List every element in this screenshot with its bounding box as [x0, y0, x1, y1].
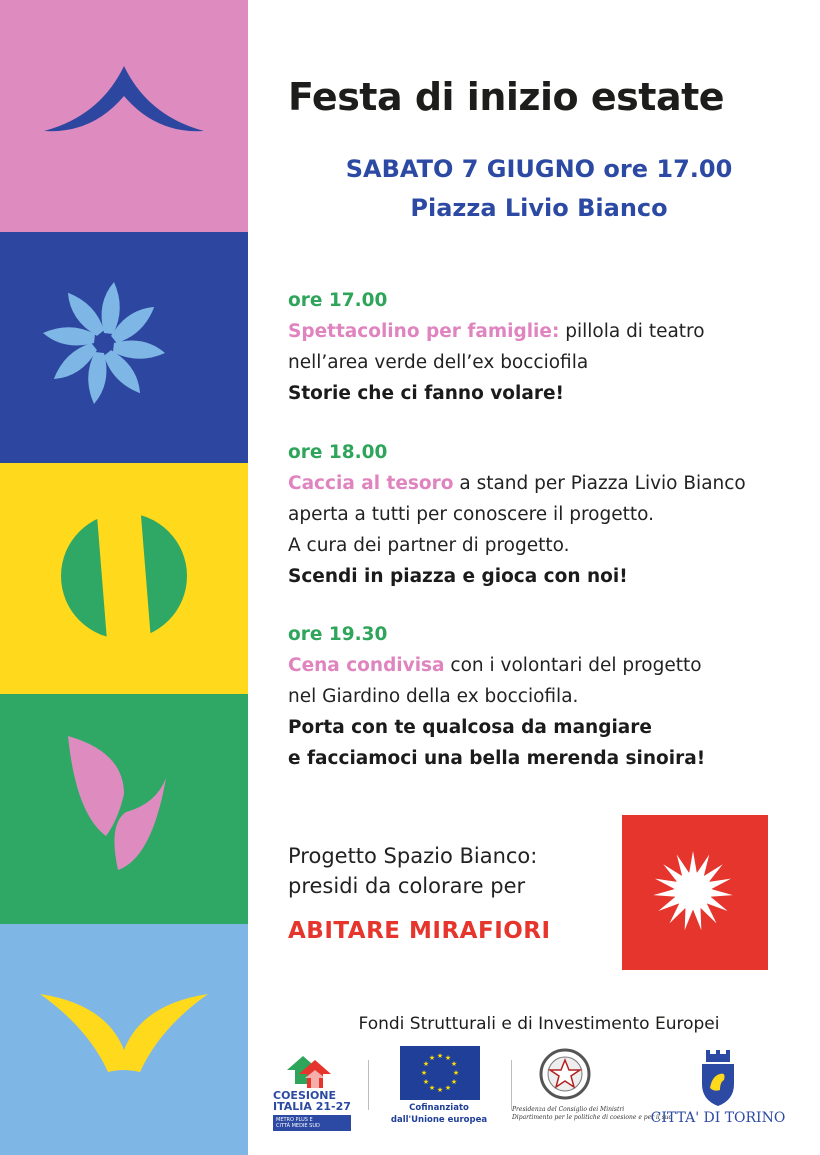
- program-activity: Cena condivisa: [288, 655, 445, 676]
- coesione-title-line: COESIONE: [273, 1089, 337, 1102]
- svg-text:★: ★: [450, 1078, 458, 1086]
- leaf-sprout-icon: [0, 694, 248, 926]
- svg-text:★: ★: [436, 1086, 444, 1094]
- svg-text:★: ★: [452, 1069, 460, 1077]
- project-line: presidi da colorare per: [288, 874, 526, 898]
- eu-caption-line: Cofinanziato: [409, 1103, 469, 1113]
- program-time: ore 19.30: [288, 624, 388, 645]
- svg-text:★: ★: [444, 1084, 452, 1092]
- svg-text:★: ★: [436, 1052, 444, 1060]
- eu-stars-icon: [400, 1046, 480, 1100]
- svg-text:★: ★: [422, 1060, 430, 1068]
- logo-divider: [511, 1060, 512, 1110]
- torino-caption: CITTA' DI TORINO: [650, 1110, 786, 1126]
- svg-text:★: ★: [444, 1054, 452, 1062]
- split-circle-icon: [0, 463, 248, 695]
- coesione-sub-line: METRO PLUS E: [276, 1117, 313, 1123]
- yellow-block: [0, 463, 248, 695]
- project-logo: [622, 815, 768, 970]
- decorative-column: [0, 0, 248, 1155]
- eu-flag: [400, 1046, 480, 1100]
- svg-text:★: ★: [422, 1078, 430, 1086]
- program-line: nell’area verde dell’ex bocciofila: [288, 352, 589, 373]
- program-detail: a stand per Piazza Livio Bianco: [453, 473, 746, 494]
- page-title: Festa di inizio estate: [288, 75, 725, 119]
- coesione-arrow-icon: [273, 1048, 351, 1090]
- eu-caption-line: dall'Unione europea: [390, 1115, 488, 1125]
- program-tagline: e facciamoci una bella merenda sinoira!: [288, 748, 706, 769]
- presidenza-caption-line: Dipartimento per le politiche di coesione e per il sud: [512, 1114, 673, 1121]
- coesione-subtitle: [273, 1115, 351, 1131]
- bird-v-icon: [0, 924, 248, 1155]
- program-activity: Caccia al tesoro: [288, 473, 454, 494]
- blue-block: [0, 232, 248, 464]
- bird-wing-icon: [0, 0, 248, 232]
- program-tagline: Scendi in piazza e gioca con noi!: [288, 566, 628, 587]
- svg-text:★: ★: [420, 1069, 428, 1077]
- program-activity: Spettacolino per famiglie:: [288, 321, 560, 342]
- presidenza-caption: [512, 1106, 673, 1122]
- project-line: Progetto Spazio Bianco:: [288, 844, 538, 868]
- coesione-sub-line: CITTÀ MEDIE SUD: [276, 1123, 320, 1129]
- event-place: Piazza Livio Bianco: [410, 194, 668, 222]
- logo-divider: [368, 1060, 369, 1110]
- event-date: SABATO 7 GIUGNO ore 17.00: [345, 155, 733, 183]
- presidenza-logo: [512, 1046, 673, 1134]
- program-item: [288, 437, 808, 592]
- program-tagline: Porta con te qualcosa da mangiare: [288, 717, 652, 738]
- program-detail: con i volontari del progetto: [444, 655, 702, 676]
- funds-caption: Fondi Strutturali e di Investimento Europei: [358, 1014, 720, 1034]
- coesione-title-line: ITALIA 21-27: [273, 1100, 351, 1113]
- program-line: nel Giardino della ex bocciofila.: [288, 686, 579, 707]
- citta-di-torino-logo: [650, 1048, 786, 1134]
- program-description: [288, 650, 808, 681]
- program-line: A cura dei partner di progetto.: [288, 535, 570, 556]
- coesione-title: [273, 1090, 351, 1112]
- presidenza-caption-line: Presidenza del Consiglio dei Ministri: [512, 1106, 625, 1113]
- program-line: aperta a tutti per conoscere il progetto.: [288, 504, 654, 525]
- pink-block: [0, 0, 248, 232]
- program-description: [288, 468, 808, 499]
- program-time: ore 17.00: [288, 290, 388, 311]
- program-tagline: Storie che ci fanno volare!: [288, 383, 564, 404]
- torino-crest-icon: [650, 1048, 786, 1108]
- svg-text:★: ★: [450, 1060, 458, 1068]
- sun-icon: [622, 815, 768, 970]
- pinwheel-flower-icon: [0, 232, 248, 464]
- sponsor-logos: [258, 1042, 820, 1137]
- eu-logo: [390, 1046, 488, 1135]
- green-block: [0, 694, 248, 926]
- svg-text:★: ★: [428, 1054, 436, 1062]
- project-name: ABITARE MIRAFIORI: [288, 918, 551, 944]
- project-description: [288, 841, 618, 901]
- program-time: ore 18.00: [288, 442, 388, 463]
- program-description: [288, 316, 808, 347]
- italian-emblem-icon: [520, 1046, 610, 1104]
- program-item: [288, 619, 808, 774]
- program-item: [288, 285, 808, 409]
- coesione-italia-logo: [273, 1048, 351, 1132]
- eu-caption: [386, 1102, 492, 1126]
- light-blue-block: [0, 924, 248, 1155]
- program-detail: pillola di teatro: [559, 321, 705, 342]
- svg-text:★: ★: [428, 1084, 436, 1092]
